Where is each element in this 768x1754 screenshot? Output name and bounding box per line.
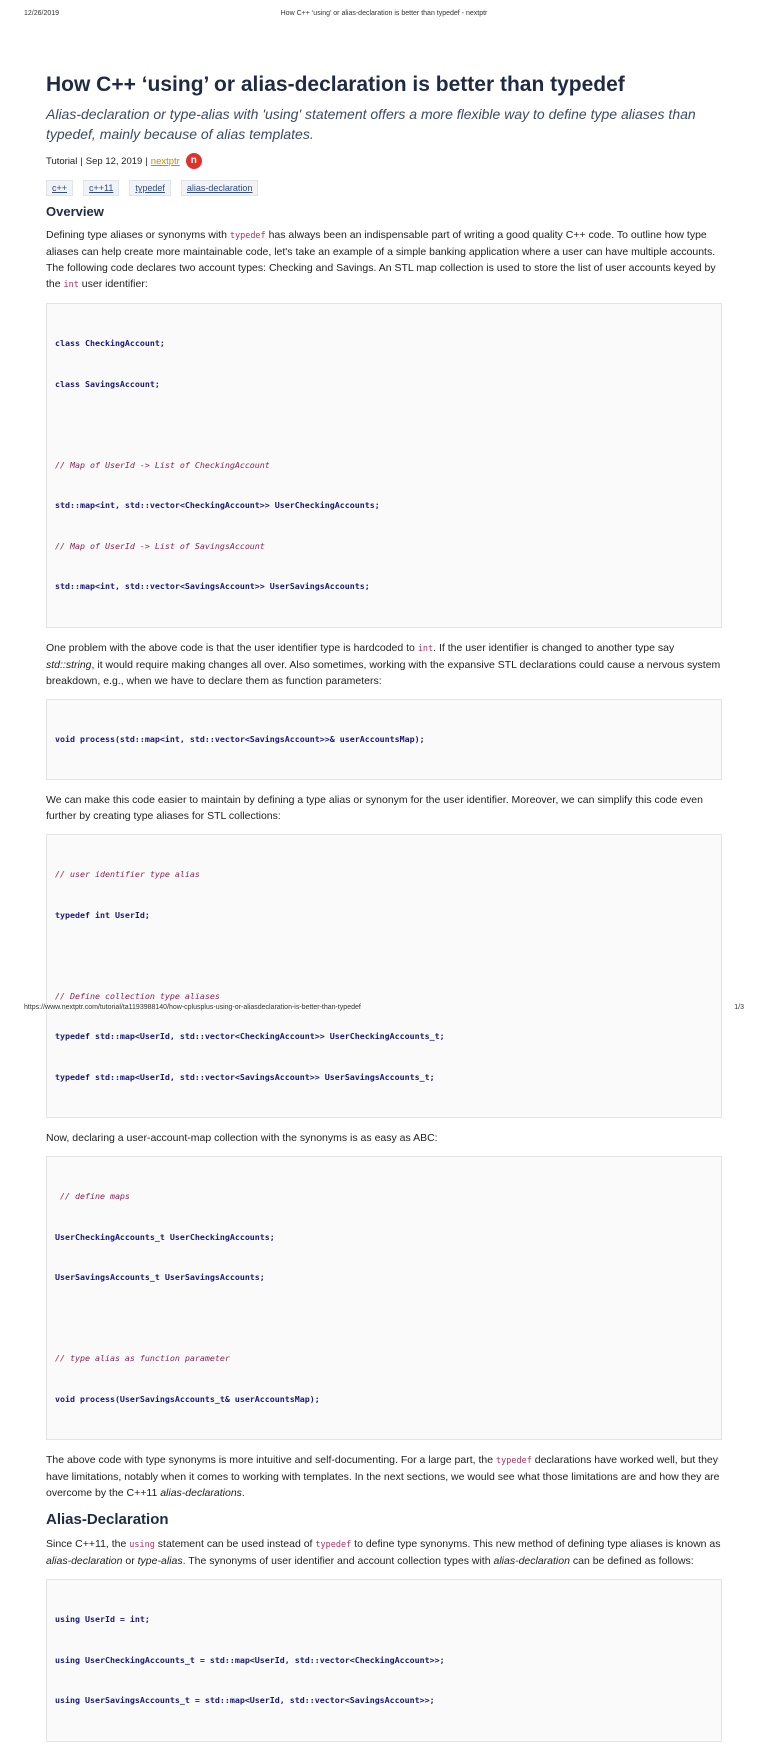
code-line: using UserSavingsAccounts_t = std::map<UserId, std::vector<SavingsAccount>>; [55, 1695, 435, 1705]
code-line: typedef std::map<UserId, std::vector<SavingsAccount>> UserSavingsAccounts_t; [55, 1071, 435, 1082]
code-block[interactable] [46, 834, 722, 1118]
paragraph: The above code with type synonyms is more intuitive and self-documenting. For a large part, the typedef declarations have worked well, but they have limitations, notably when it comes to working with templates. In the next sections, we would see what those limitations are and how they are overcome by the C++11 alias-declarations. [46, 1454, 720, 1499]
article [46, 72, 722, 1754]
article-meta [46, 152, 722, 170]
code-line: std::map<int, std::vector<CheckingAccount>> UserCheckingAccounts; [55, 500, 380, 510]
code-line: class CheckingAccount; [55, 338, 165, 348]
paragraph: Since C++11, the using statement can be used instead of typedef to define type synonyms. This new method of defining type aliases is known as alias-declaration or type-alias. The synonyms of user identifier and account collection types with alias-declaration can be defined as follows: [46, 1538, 721, 1567]
paragraph: One problem with the above code is that the user identifier type is hardcoded to int. If the user identifier is changed to another type say std::string, it would require making changes all over. Also sometimes, working with the expansive STL declarations could cause a nervous system breakdown, e.g., when we have to declare them as function parameters: [46, 641, 721, 687]
article-title: How C++ ‘using’ or alias-declaration is better than typedef [46, 73, 625, 96]
page-number: 1/3 [734, 1004, 744, 1011]
inline-code: int [63, 280, 79, 290]
inline-code: typedef [315, 1540, 352, 1550]
code-line [55, 949, 713, 963]
section-heading-alias-declaration: Alias-Declaration [46, 1511, 169, 1528]
code-comment: // Define collection type aliases [55, 990, 220, 1001]
code-line: void process(UserSavingsAccounts_t& userAccountsMap); [55, 1393, 320, 1404]
code-comment: // type alias as function parameter [55, 1353, 230, 1363]
paragraph: Defining type aliases or synonyms with typedef has always been an indispensable part of writing a good quality C++ code. To outline how type aliases can help create more maintainable code, let's take an example of a simple banking application where a user can have multiple accounts. The following code declares two account types: Checking and Savings. An STL map collection is used to store the list of user accounts keyed by the int user identifier: [46, 229, 716, 290]
tag-link[interactable]: alias-declaration [181, 180, 259, 196]
code-block[interactable] [46, 1156, 722, 1440]
author-link[interactable]: nextptr [150, 155, 180, 167]
tag-list [46, 180, 722, 196]
paragraph: We can make this code easier to maintain by defining a type alias or synonym for the user identifier. Moreover, we can simplify this code even further by creating type aliases for STL collections: [46, 794, 703, 822]
code-line: UserCheckingAccounts_t UserCheckingAccounts; [55, 1231, 275, 1242]
code-comment: // define maps [55, 1191, 130, 1201]
meta-category: Tutorial [46, 155, 78, 167]
code-line: using UserCheckingAccounts_t = std::map<UserId, std::vector<CheckingAccount>>; [55, 1654, 445, 1665]
section-heading-overview: Overview [46, 204, 104, 219]
meta-date: Sep 12, 2019 [85, 155, 143, 167]
code-block[interactable] [46, 1579, 722, 1742]
code-block[interactable] [46, 699, 722, 781]
tag-link[interactable]: c++ [46, 180, 73, 196]
article-subtitle: Alias-declaration or type-alias with 'using' statement offers a more flexible way to define type aliases than typedef, mainly because of alias templates. [46, 106, 696, 142]
tag-link[interactable]: typedef [129, 180, 171, 196]
print-date: 12/26/2019 [24, 10, 60, 17]
code-block[interactable] [46, 303, 722, 628]
code-comment: // Map of UserId -> List of CheckingAccount [55, 459, 270, 470]
nextptr-logo-icon[interactable]: n [186, 153, 202, 169]
meta-separator: | [80, 155, 83, 167]
print-url: https://www.nextptr.com/tutorial/ta1193988140/how-cplusplus-using-or-aliasdeclaration-is-better-than-typedef [24, 1004, 361, 1011]
paragraph: Now, declaring a user-account-map collection with the synonyms is as easy as ABC: [46, 1132, 438, 1144]
inline-code: using [129, 1540, 155, 1550]
inline-code: typedef [229, 231, 266, 241]
code-line: typedef std::map<UserId, std::vector<CheckingAccount>> UserCheckingAccounts_t; [55, 1031, 445, 1041]
code-comment: // Map of UserId -> List of SavingsAccount [55, 540, 265, 551]
code-line: using UserId = int; [55, 1614, 150, 1624]
code-line: std::map<int, std::vector<SavingsAccount>> UserSavingsAccounts; [55, 581, 370, 591]
inline-code: typedef [495, 1456, 532, 1466]
inline-code: int [417, 643, 434, 654]
print-footer [24, 1004, 744, 1016]
meta-separator: | [145, 155, 148, 167]
code-line: void process(std::map<int, std::vector<SavingsAccount>>& userAccountsMap); [55, 733, 425, 744]
code-line: UserSavingsAccounts_t UserSavingsAccounts; [55, 1272, 265, 1282]
code-line [55, 1312, 713, 1326]
code-line: class SavingsAccount; [55, 378, 160, 389]
code-line [55, 418, 713, 432]
print-header [24, 10, 744, 22]
code-line: typedef int UserId; [55, 909, 150, 920]
tag-link[interactable]: c++11 [83, 180, 119, 196]
print-page-title: How C++ ‘using’ or alias-declaration is better than typedef - nextptr [280, 10, 488, 17]
code-comment: // user identifier type alias [55, 869, 200, 879]
